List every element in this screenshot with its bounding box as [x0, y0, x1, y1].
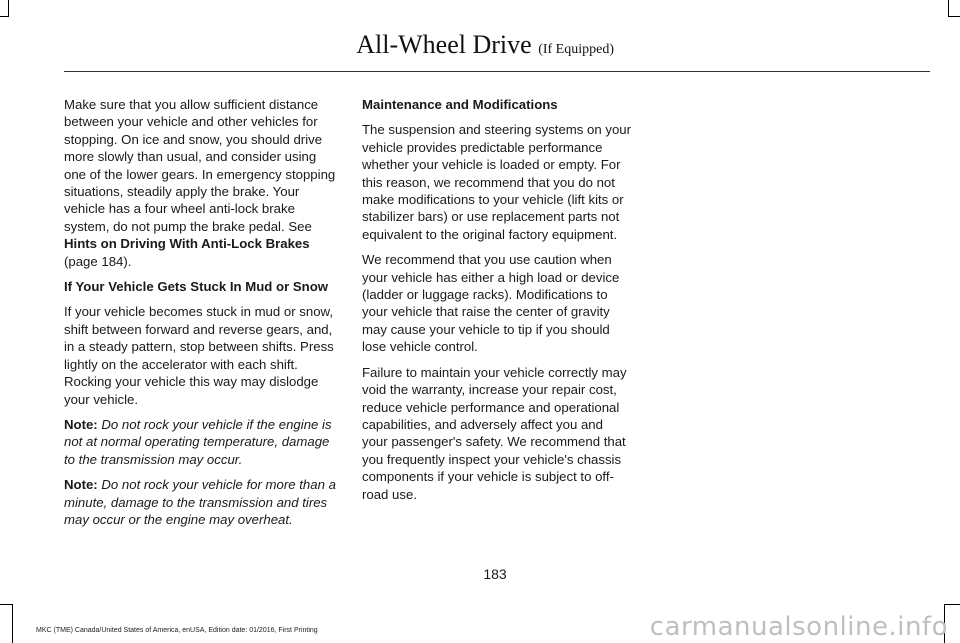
note-1-text: Do not rock your vehicle if the engine is not at normal operating temperature, damage to the transmission may occur. [64, 416, 332, 467]
note-1 [64, 416, 336, 468]
watermark: carmanualsonline.info [649, 612, 948, 642]
page-number: 183 [483, 566, 507, 582]
crop-mark-bottom-right-h [944, 604, 960, 605]
note-2 [64, 476, 336, 528]
paragraph-braking [64, 96, 336, 270]
header-rule [64, 71, 930, 72]
crop-mark-top-right-v [948, 0, 949, 16]
page-title [356, 30, 614, 60]
footer-edition-info: MKC (TME) Canada/United States of America, enUSA, Edition date: 01/2016, First Printing [36, 627, 318, 634]
crop-mark-bottom-left-v [12, 604, 13, 643]
paragraph-suspension: The suspension and steering systems on your vehicle provides predictable performance whether your vehicle is loaded or empty. For this reason, we recommend that you do not make modifications to your vehicle (lift kits or stabilizer bars) or use replacement parts not equivalent to the original factory equipment. [362, 122, 632, 242]
crop-mark-top-left-h [0, 16, 9, 17]
page-title-main: All-Wheel Drive [356, 30, 532, 59]
note-2-label: Note: [64, 477, 98, 493]
paragraph-caution: We recommend that you use caution when your vehicle has either a high load or device (ladder or luggage racks). Modifications to your vehicle that raise the center of gravity may cause your vehicle to tip if you should lose vehicle control. [362, 252, 620, 355]
note-2-text: Do not rock your vehicle for more than a minute, damage to the transmission and tires may occur or the engine may overheat. [64, 477, 336, 527]
section-heading-maintenance: Maintenance and Modifications [362, 97, 558, 112]
link-hints-anti-lock-brakes[interactable]: Hints on Driving With Anti-Lock Brakes [64, 236, 310, 252]
note-1-label: Note: [64, 416, 98, 432]
crop-mark-top-right-h [948, 16, 960, 17]
page-title-subtitle: (If Equipped) [538, 42, 614, 57]
page-reference: (page 184). [64, 253, 132, 269]
left-column [64, 96, 336, 536]
section-heading-stuck: If Your Vehicle Gets Stuck In Mud or Snow [64, 279, 329, 295]
right-column [362, 96, 632, 511]
crop-mark-top-left-v [8, 0, 9, 16]
paragraph-maintain: Failure to maintain your vehicle correctly may void the warranty, increase your repair cost, reduce vehicle performance and operational capabilities, and adversely affect you and your passenger's safety. We recommend that you frequently inspect your vehicle's chassis components if your vehicle is subject to off-road use. [362, 364, 627, 502]
paragraph-braking-text: Make sure that you allow sufficient distance between your vehicle and other vehicles for stopping. On ice and snow, you should drive more slowly than usual, and consider using one of the lower gears. In emergency stopping situations, steadily apply the brake. Your vehicle has a four wheel anti-lock brake system, do not pump the brake pedal. See [64, 97, 336, 234]
paragraph-stuck: If your vehicle becomes stuck in mud or snow, shift between forward and reverse gears, and, in a steady pattern, stop between shifts. Press lightly on the accelerator with each shift. Rocking your vehicle this way may dislodge your vehicle. [64, 304, 334, 407]
crop-mark-bottom-left-h [0, 604, 13, 605]
